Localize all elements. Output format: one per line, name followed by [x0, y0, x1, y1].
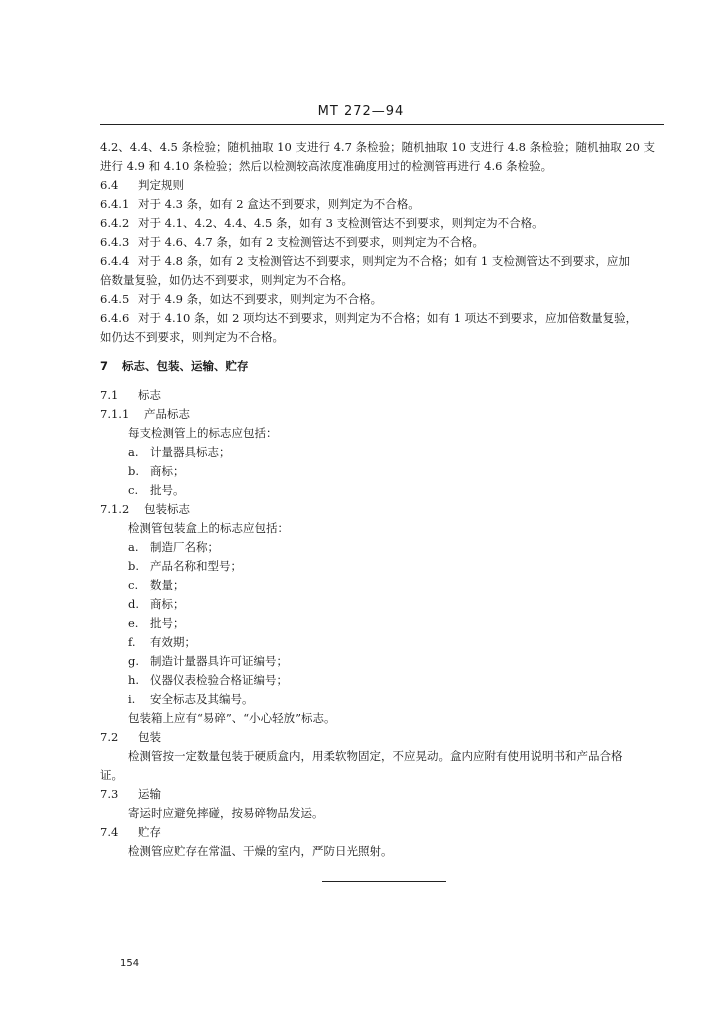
clause-title: 包装标志 [144, 502, 190, 516]
clause-number: 6.4.6 [100, 311, 130, 325]
clause-body: 检测管按一定数量包装于硬质盒内，用柔软物固定，不应晃动。盒内应附有使用说明书和产品合格 [128, 749, 623, 763]
section-7-heading [100, 357, 664, 376]
list-item [100, 671, 664, 690]
clause-number: 7.4 [100, 825, 119, 839]
list-letter: c. [128, 483, 139, 497]
list-text: 有效期； [150, 635, 196, 649]
clause-number: 7.1 [100, 388, 119, 402]
list-item [100, 481, 664, 500]
list-item [100, 462, 664, 481]
list-text: 制造计量器具许可证编号； [150, 654, 288, 668]
clause-title: 运输 [138, 787, 161, 801]
clause-7-4 [100, 823, 664, 842]
clause-7-1-2 [100, 500, 664, 519]
list-text: 产品名称和型号； [150, 559, 242, 573]
clause-text: 对于 4.9 条，如达不到要求，则判定为不合格。 [138, 292, 383, 306]
list-letter: b. [128, 559, 140, 573]
list-letter: a. [128, 540, 139, 554]
list-text: 商标； [150, 597, 185, 611]
section-number: 7 [100, 359, 109, 373]
list-letter: d. [128, 597, 140, 611]
clause-7-2 [100, 728, 664, 747]
list-text: 计量器具标志； [150, 445, 231, 459]
clause-title: 判定规则 [138, 178, 184, 192]
clause-7-3 [100, 785, 664, 804]
clause-number: 7.1.2 [100, 502, 130, 516]
clause-title: 产品标志 [144, 407, 190, 421]
spacer [100, 376, 664, 386]
paragraph-line: 4.2、4.4、4.5 条检验；随机抽取 10 支进行 4.7 条检验；随机抽取 10 支进行 4.8 条检验；随机抽取 20 支 [100, 140, 656, 154]
clause-7-1-1 [100, 405, 664, 424]
clause-text: 对于 4.8 条，如有 2 支检测管达不到要求，则判定为不合格；如有 1 支检测管达不到要求，应加 [138, 254, 630, 268]
clause-intro: 每支检测管上的标志应包括： [128, 426, 278, 440]
list-letter: g. [128, 654, 140, 668]
clause-6-4 [100, 176, 664, 195]
list-letter: f. [128, 635, 136, 649]
section-title: 标志、包装、运输、贮存 [122, 359, 249, 373]
clause-text: 对于 4.3 条，如有 2 盒达不到要求，则判定为不合格。 [138, 197, 420, 211]
list-text: 仪器仪表检验合格证编号； [150, 673, 288, 687]
list-text: 安全标志及其编号。 [150, 692, 254, 706]
clause-intro: 检测管包装盒上的标志应包括： [128, 521, 289, 535]
clause-note: 包装箱上应有“易碎”、“小心轻放”标志。 [128, 711, 336, 725]
clause-text: 对于 4.10 条，如 2 项均达不到要求，则判定为不合格；如有 1 项达不到要求，应加倍数量复验， [138, 311, 638, 325]
clause-number: 6.4.4 [100, 254, 130, 268]
clause-number: 6.4.5 [100, 292, 130, 306]
clause-number: 7.2 [100, 730, 119, 744]
clause-number: 6.4.1 [100, 197, 130, 211]
clause-6-4-3 [100, 233, 664, 252]
list-letter: c. [128, 578, 139, 592]
clause-title: 包装 [138, 730, 161, 744]
list-letter: h. [128, 673, 140, 687]
list-item [100, 443, 664, 462]
list-text: 批号。 [150, 483, 185, 497]
list-letter: a. [128, 445, 139, 459]
list-text: 数量； [150, 578, 185, 592]
clause-number: 7.3 [100, 787, 119, 801]
end-rule [322, 881, 446, 882]
clause-continuation: 倍数量复验，如仍达不到要求，则判定为不合格。 [100, 273, 353, 287]
list-item [100, 576, 664, 595]
list-item [100, 652, 664, 671]
clause-title: 贮存 [138, 825, 161, 839]
clause-text: 对于 4.1、4.2、4.4、4.5 条，如有 3 支检测管达不到要求，则判定为不合格。 [138, 216, 544, 230]
clause-body: 检测管应贮存在常温、干燥的室内，严防日光照射。 [128, 844, 393, 858]
clause-text: 对于 4.6、4.7 条，如有 2 支检测管达不到要求，则判定为不合格。 [138, 235, 485, 249]
list-letter: b. [128, 464, 140, 478]
clause-body: 寄运时应避免摔碰，按易碎物品发运。 [128, 806, 324, 820]
clause-title: 标志 [138, 388, 161, 402]
standard-code-header: MT 272—94 [317, 104, 405, 119]
page-number: 154 [120, 958, 140, 969]
list-item [100, 557, 664, 576]
list-item [100, 690, 664, 709]
list-item [100, 538, 664, 557]
clause-number: 7.1.1 [100, 407, 130, 421]
clause-6-4-4 [100, 252, 664, 271]
header-rule [100, 124, 664, 125]
list-text: 制造厂名称； [150, 540, 219, 554]
clause-7-1 [100, 386, 664, 405]
spacer [100, 347, 664, 357]
clause-6-4-5 [100, 290, 664, 309]
clause-continuation: 证。 [100, 768, 123, 782]
list-letter: i. [128, 692, 136, 706]
paragraph-line: 进行 4.9 和 4.10 条检验；然后以检测较高浓度准确度用过的检测管再进行 4.6 条检验。 [100, 159, 553, 173]
clause-continuation: 如仍达不到要求，则判定为不合格。 [100, 330, 284, 344]
list-text: 商标； [150, 464, 185, 478]
clause-number: 6.4.3 [100, 235, 130, 249]
clause-6-4-6 [100, 309, 664, 328]
clause-6-4-1 [100, 195, 664, 214]
clause-number: 6.4.2 [100, 216, 130, 230]
clause-number: 6.4 [100, 178, 119, 192]
list-text: 批号； [150, 616, 185, 630]
list-item [100, 595, 664, 614]
list-item [100, 633, 664, 652]
list-item [100, 614, 664, 633]
list-letter: e. [128, 616, 139, 630]
clause-6-4-2 [100, 214, 664, 233]
document-body [100, 138, 664, 861]
